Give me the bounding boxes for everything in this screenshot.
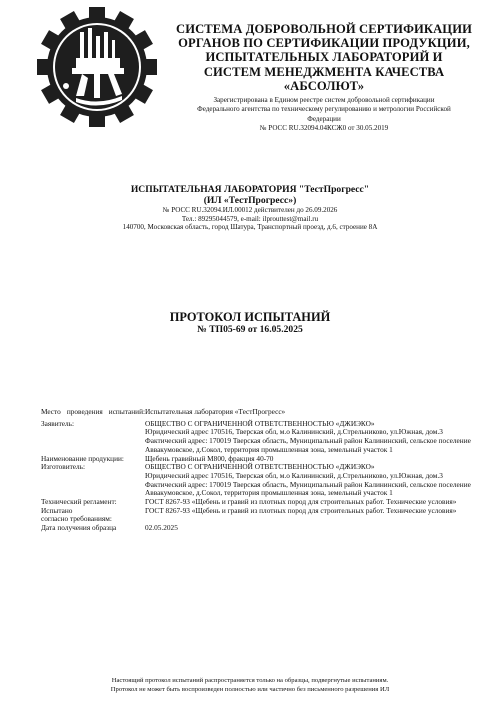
lab-contacts: Тел.: 89295044579, e-mail: ilprouttest@mail.ru	[181, 214, 319, 223]
maker-name: ОБЩЕСТВО С ОГРАНИЧЕННОЙ ОТВЕТСТВЕННОСТЬЮ «ДЖИЭКО»	[145, 462, 375, 472]
lab-address: 140700, Московская область, город Шатура, Транспортный проезд, д.6, строение 8А	[122, 223, 378, 232]
registration-line: Федерации	[307, 114, 341, 123]
tested-label-line: согласно требованиям:	[41, 514, 112, 524]
reglament-label: Технический регламент:	[41, 497, 117, 507]
org-title-line: СИСТЕМА ДОБРОВОЛЬНОЙ СЕРТИФИКАЦИИ	[176, 22, 472, 36]
tested-value: ГОСТ 8267-93 «Щебень и гравий из плотных пород для строительных работ. Технические условия»	[145, 505, 457, 515]
applicant-value	[145, 420, 481, 455]
protocol-title: ПРОТОКОЛ ИСПЫТАНИЙ	[169, 310, 331, 324]
field-row-applicant	[41, 420, 481, 455]
tested-label-line: Испытано	[41, 505, 73, 515]
field-row-tested	[41, 507, 481, 524]
lab-title: ИСПЫТАТЕЛЬНАЯ ЛАБОРАТОРИЯ "ТестПрогресс"	[130, 184, 370, 195]
org-title-line: «АБСОЛЮТ»	[283, 78, 365, 93]
org-title-line: ИСПЫТАТЕЛЬНЫХ ЛАБОРАТОРИЙ И	[205, 50, 443, 65]
registration-number: № РОСС RU.32094.04КСЖ0 от 30.05.2019	[259, 123, 389, 132]
registration-text	[166, 96, 482, 124]
org-title-line: СИСТЕМ МЕНЕДЖМЕНТА КАЧЕСТВА	[203, 64, 445, 79]
certification-gear-logo	[36, 6, 158, 128]
org-header	[166, 22, 482, 133]
registration-line: Федерального агентства по техническому регулированию и метрологии Российской	[197, 105, 451, 114]
footer-line: Настоящий протокол испытаний распространяется только на образцы, подвергнутые испытаниям.	[111, 677, 389, 684]
place-value: Испытательная лаборатория «ТестПрогресс»	[145, 407, 286, 416]
maker-value	[145, 463, 481, 498]
org-title-line: ОРГАНОВ ПО СЕРТИФИКАЦИИ ПРОДУКЦИИ,	[178, 36, 470, 51]
maker-actual-address: Фактический адрес: 170019 Тверская область, Муниципальный район Калининский, сельское поселение Аввакумовское, д.Сокол, территория промышленная зона, земельный участок 1	[145, 479, 471, 498]
field-row-place	[41, 408, 481, 417]
applicant-label: Заявитель:	[41, 418, 75, 428]
reglament-value: ГОСТ 8267-93 «Щебень и гравий из плотных пород для строительных работ. Технические условия»	[145, 497, 457, 507]
protocol-fields	[41, 408, 481, 533]
lab-info	[70, 185, 430, 232]
applicant-legal-address: Юридический адрес 170516, Тверская обл, м.о Калининский, д.Стрельниково, ул.Южная, дом.3	[145, 427, 443, 437]
date-label: Дата получения образца	[41, 523, 117, 533]
field-row-maker	[41, 463, 481, 498]
protocol-heading	[100, 311, 400, 335]
maker-legal-address: Юридический адрес 170516, Тверская обл, м.о Калининский, д.Стрельниково, ул.Южная, дом.3	[145, 470, 443, 480]
lab-short-name: (ИЛ «ТестПрогресс»)	[203, 194, 297, 206]
tested-label	[41, 507, 145, 524]
protocol-number: № ТП05-69 от 16.05.2025	[197, 324, 303, 335]
maker-label: Изготовитель:	[41, 462, 86, 472]
footer-note	[60, 676, 440, 694]
footer-line: Протокол не может быть воспроизведен полностью или частично без письменного разрешения ИЛ	[110, 686, 390, 693]
applicant-actual-address: Фактический адрес: 170019 Тверская область, Муниципальный район Калининский, сельское поселение Аввакумовское, д.Сокол, территория промышленная зона, земельный участок 1	[145, 436, 471, 454]
place-label: Место проведения испытаний:	[41, 407, 145, 416]
field-row-date	[41, 524, 481, 533]
lab-accreditation: № РОСС RU.32094.ИЛ.00012 действителен до 26.09.2026	[162, 206, 338, 214]
applicant-name: ОБЩЕСТВО С ОГРАНИЧЕННОЙ ОТВЕТСТВЕННОСТЬЮ «ДЖИЭКО»	[145, 418, 375, 428]
date-value: 02.05.2025	[145, 523, 178, 533]
product-label: Наименование продукции:	[41, 453, 124, 463]
product-value: Щебень гравийный М800, фракция 40-70	[145, 453, 274, 463]
registration-line: Зарегистрирована в Едином реестре систем добровольной сертификации	[213, 96, 435, 105]
